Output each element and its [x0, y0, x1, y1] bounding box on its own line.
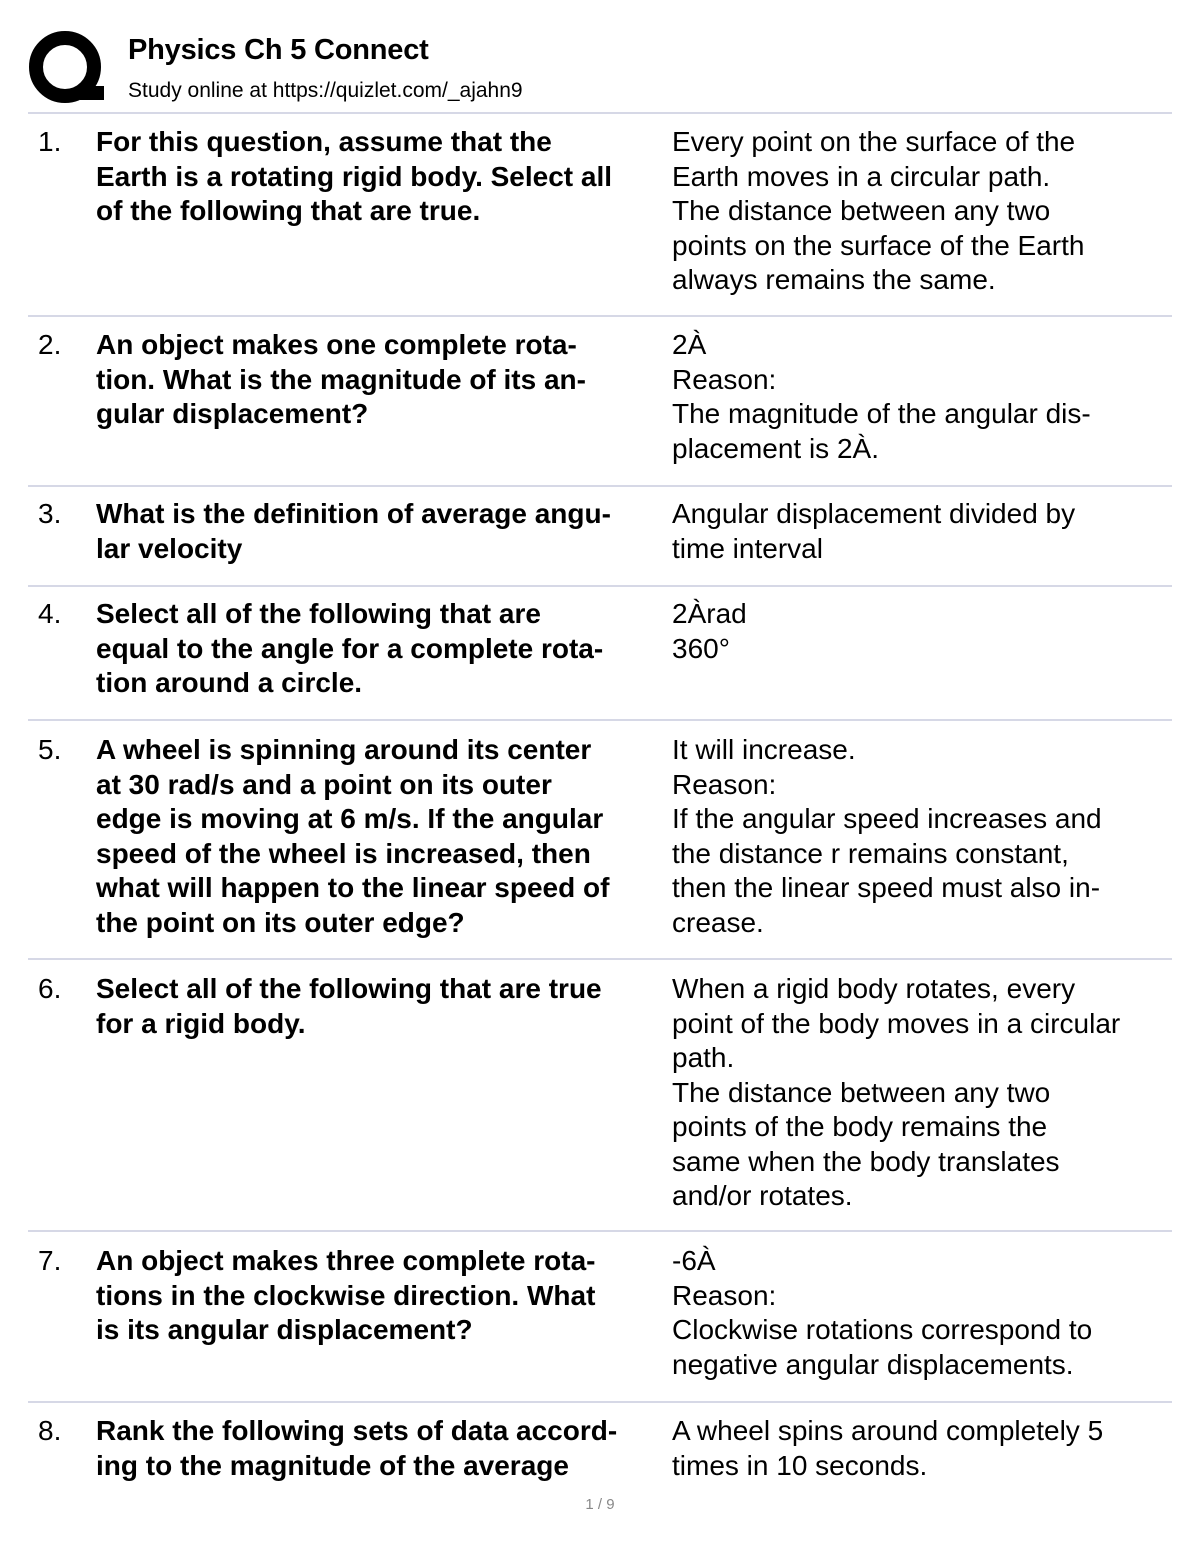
answer-line: crease.: [672, 906, 764, 938]
answer-line: placement is 2À.: [672, 432, 879, 464]
question-line: is its angular displacement?: [96, 1314, 473, 1345]
card-number: 1.: [38, 126, 62, 157]
answer-line: A wheel spins around completely 5: [672, 1415, 1104, 1446]
question-line: edge is moving at 6 m/s. If the angular: [96, 803, 604, 834]
question-line: An object makes one complete rota-: [96, 329, 577, 360]
page-title: Physics Ch 5 Connect: [128, 34, 429, 66]
card-number: 4.: [38, 598, 62, 629]
question-line: A wheel is spinning around its center: [96, 734, 592, 765]
study-online-link[interactable]: Study online at https://quizlet.com/_ajahn9: [128, 79, 523, 102]
question-line: the point on its outer edge?: [96, 906, 465, 938]
quizlet-logo-icon: [28, 30, 106, 108]
card-answer: [672, 1414, 1172, 1483]
question-line: tions in the clockwise direction. What: [96, 1279, 596, 1311]
question-line: An object makes three complete rota-: [96, 1245, 596, 1276]
card-answer: [672, 972, 1172, 1214]
divider: [28, 1230, 1172, 1232]
question-line: lar velocity: [96, 532, 243, 564]
divider: [28, 585, 1172, 587]
question-line: ing to the magnitude of the average: [96, 1449, 569, 1481]
card-number: 3.: [38, 498, 62, 529]
card-answer: [672, 328, 1172, 466]
answer-line: 2À: [672, 329, 707, 360]
answer-line: Reason:: [672, 1279, 777, 1311]
answer-line: Earth moves in a circular path.: [672, 160, 1051, 192]
answer-line: the distance r remains constant,: [672, 837, 1069, 869]
question-line: for a rigid body.: [96, 1007, 306, 1039]
card-question: [96, 972, 666, 1041]
card-number: 2.: [38, 329, 62, 360]
page-number: 1 / 9: [585, 1496, 615, 1513]
answer-line: time interval: [672, 532, 823, 564]
card-question: [96, 597, 666, 701]
answer-line: path.: [672, 1042, 735, 1073]
answer-line: point of the body moves in a circular: [672, 1007, 1121, 1039]
card-answer: [672, 1244, 1172, 1382]
divider: [28, 485, 1172, 487]
answer-line: always remains the same.: [672, 264, 996, 295]
answer-line: The distance between any two: [672, 1076, 1051, 1108]
card-question: [96, 1414, 666, 1483]
divider: [28, 719, 1172, 721]
question-line: tion around a circle.: [96, 667, 363, 698]
card-question: [96, 1244, 666, 1348]
answer-line: 2Àrad: [672, 598, 747, 629]
question-line: of the following that are true.: [96, 195, 481, 226]
card-number: 6.: [38, 973, 62, 1004]
answer-line: points on the surface of the Earth: [672, 229, 1085, 261]
card-number: 8.: [38, 1415, 62, 1446]
answer-line: Reason:: [672, 363, 777, 395]
answer-line: If the angular speed increases and: [672, 803, 1102, 834]
answer-line: points of the body remains the: [672, 1111, 1048, 1142]
card-question: [96, 328, 666, 432]
divider: [28, 1401, 1172, 1403]
question-line: For this question, assume that the: [96, 126, 552, 157]
divider: [28, 958, 1172, 960]
question-line: at 30 rad/s and a point on its outer: [96, 768, 552, 800]
answer-line: and/or rotates.: [672, 1180, 853, 1211]
answer-line: The magnitude of the angular dis-: [672, 398, 1091, 429]
question-line: Select all of the following that are true: [96, 973, 602, 1004]
question-line: Select all of the following that are: [96, 598, 541, 629]
card-number: 7.: [38, 1245, 62, 1276]
answer-line: When a rigid body rotates, every: [672, 973, 1076, 1004]
question-line: what will happen to the linear speed of: [96, 872, 610, 903]
answer-line: Every point on the surface of the: [672, 126, 1076, 157]
answer-line: The distance between any two: [672, 195, 1051, 226]
question-line: speed of the wheel is increased, then: [96, 837, 591, 869]
answer-line: negative angular displacements.: [672, 1348, 1074, 1380]
question-line: What is the definition of average angu-: [96, 498, 611, 529]
answer-line: 360°: [672, 632, 730, 664]
card-answer: [672, 497, 1172, 566]
answer-line: It will increase.: [672, 734, 856, 765]
page-header: [0, 0, 1200, 112]
question-line: equal to the angle for a complete rota-: [96, 632, 604, 664]
answer-line: Clockwise rotations correspond to: [672, 1314, 1093, 1345]
question-line: Earth is a rotating rigid body. Select all: [96, 160, 613, 192]
answer-line: times in 10 seconds.: [672, 1449, 928, 1481]
card-question: [96, 125, 666, 229]
divider: [28, 315, 1172, 317]
answer-line: Angular displacement divided by: [672, 498, 1076, 529]
card-answer: [672, 125, 1172, 298]
answer-line: -6À: [672, 1245, 716, 1276]
card-answer: [672, 733, 1172, 940]
question-line: tion. What is the magnitude of its an-: [96, 363, 586, 395]
answer-line: then the linear speed must also in-: [672, 872, 1101, 903]
card-question: [96, 497, 666, 566]
divider: [28, 112, 1172, 114]
answer-line: Reason:: [672, 768, 777, 800]
card-question: [96, 733, 666, 940]
question-line: gular displacement?: [96, 398, 369, 429]
card-number: 5.: [38, 734, 62, 765]
card-answer: [672, 597, 1172, 666]
answer-line: same when the body translates: [672, 1145, 1060, 1177]
question-line: Rank the following sets of data accord-: [96, 1415, 618, 1446]
